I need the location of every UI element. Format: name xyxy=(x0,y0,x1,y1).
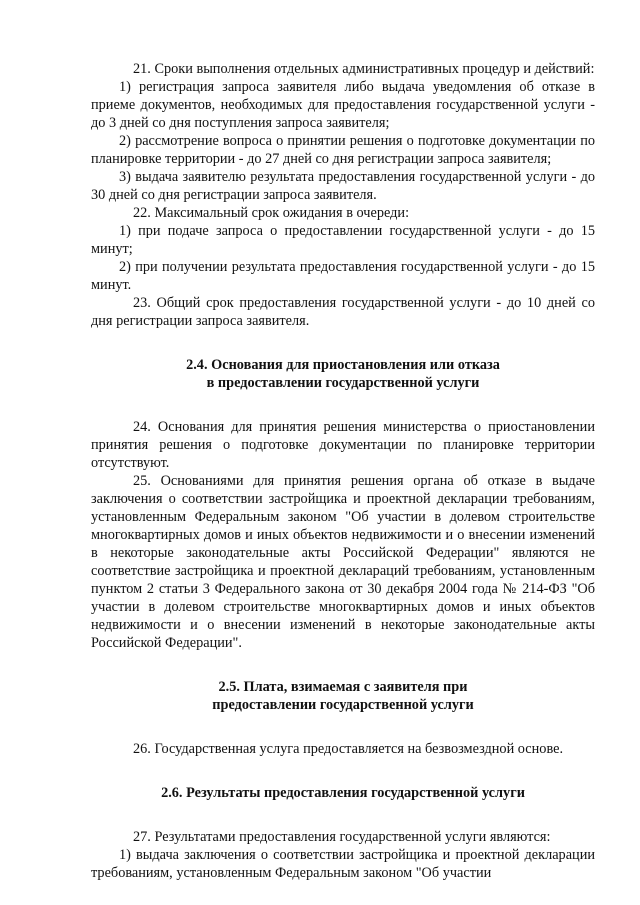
paragraph-22-item-2: 2) при получении результата предоставления государственной услуги - до 15 минут. xyxy=(91,259,595,293)
spacer xyxy=(91,392,595,418)
spacer xyxy=(91,802,595,828)
section-heading-2-6: 2.6. Результаты предоставления государственной услуги xyxy=(161,785,525,801)
section-heading-2-5 xyxy=(91,678,595,714)
spacer xyxy=(91,330,595,356)
spacer xyxy=(91,652,595,678)
section-heading-2-5-line-1: 2.5. Плата, взимаемая с заявителя при xyxy=(218,679,468,695)
spacer xyxy=(91,758,595,784)
paragraph-21-item-1: 1) регистрация запроса заявителя либо выдача уведомления об отказе в приеме документов, необходимых для предоставления государственной услуги - до 3 дней со дня поступления запроса заявителя; xyxy=(91,79,595,131)
section-heading-2-4 xyxy=(91,356,595,392)
paragraph-26: 26. Государственная услуга предоставляется на безвозмездной основе. xyxy=(133,741,564,757)
paragraph-21-item-3: 3) выдача заявителю результата предоставления государственной услуги - до 30 дней со дня регистрации запроса заявителя. xyxy=(91,169,595,203)
paragraph-25: 25. Основаниями для принятия решения органа об отказе в выдаче заключения о соответствии застройщика и проектной декларации требованиям, установленным Федеральным законом "Об участии в долевом строительстве многоквартирных домов и иных объектов недвижимости и о внесении изменений в некоторые законодательные акты Российской Федерации" являются не соответствие застройщика и проектной деклараций требованиям, установленным пунктом 2 статьи 3 Федерального закона от 30 декабря 2004 года № 214-ФЗ "Об участии в долевом строительстве многоквартирных домов и иных объектов недвижимости и о внесении изменений в некоторые законодательные акты Российской Федерации". xyxy=(91,473,595,651)
document-page xyxy=(91,60,595,882)
paragraph-24: 24. Основания для принятия решения министерства о приостановлении принятия решения о подготовке документации по планировке территории отсутствуют. xyxy=(91,419,595,471)
spacer xyxy=(91,714,595,740)
paragraph-22: 22. Максимальный срок ожидания в очереди: xyxy=(133,205,410,221)
paragraph-27: 27. Результатами предоставления государственной услуги являются: xyxy=(133,829,551,845)
section-heading-2-5-line-2: предоставлении государственной услуги xyxy=(212,697,474,713)
paragraph-21-item-2: 2) рассмотрение вопроса о принятии решения о подготовке документации по планировке территории - до 27 дней со дня регистрации запроса заявителя; xyxy=(91,133,595,167)
section-heading-2-4-line-2: в предоставлении государственной услуги xyxy=(206,375,480,391)
paragraph-21: 21. Сроки выполнения отдельных административных процедур и действий: xyxy=(133,61,595,77)
paragraph-22-item-1: 1) при подаче запроса о предоставлении государственной услуги - до 15 минут; xyxy=(91,223,595,257)
paragraph-27-item-1: 1) выдача заключения о соответствии застройщика и проектной декларации требованиям, установленным Федеральным законом "Об участии xyxy=(91,847,595,881)
section-heading-2-4-line-1: 2.4. Основания для приостановления или отказа xyxy=(186,357,500,373)
paragraph-23: 23. Общий срок предоставления государственной услуги - до 10 дней со дня регистрации запроса заявителя. xyxy=(91,295,595,329)
